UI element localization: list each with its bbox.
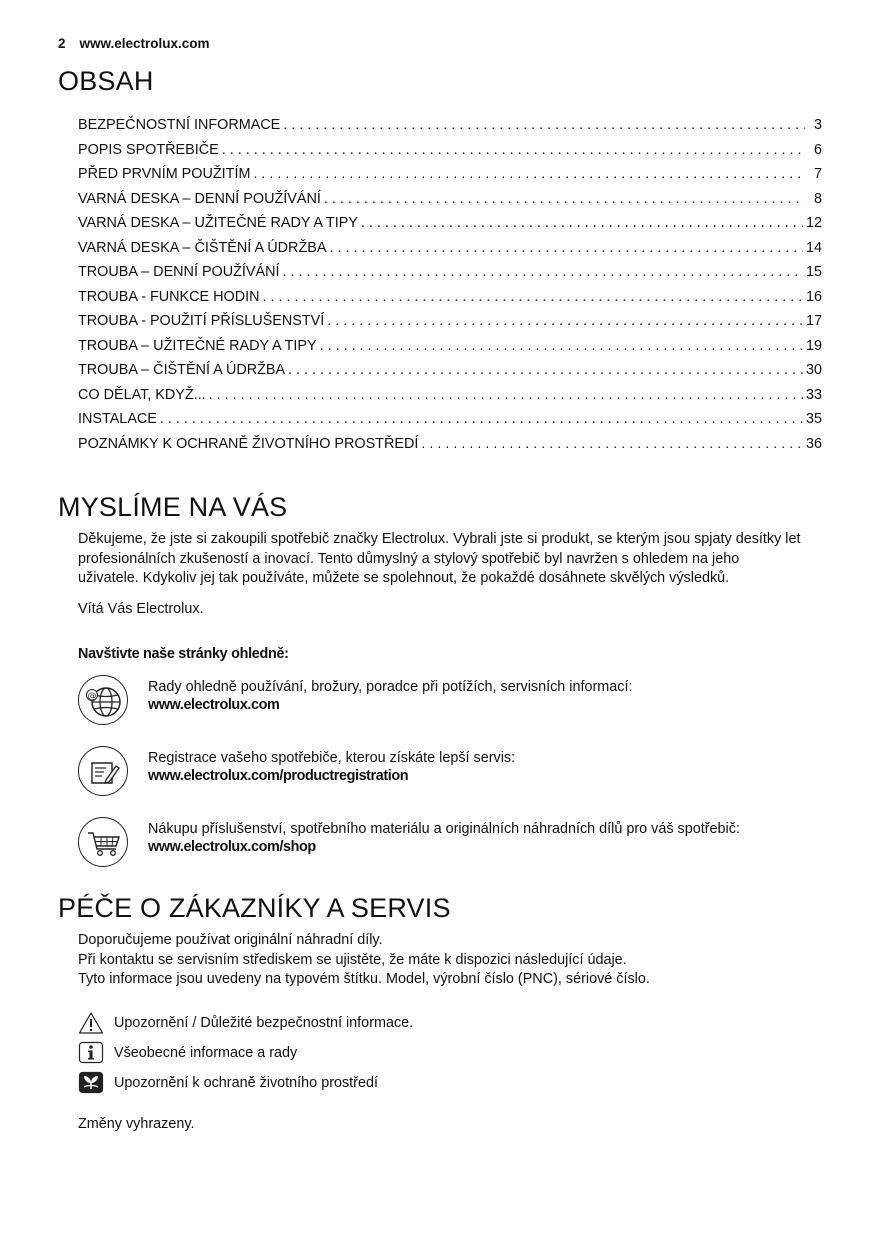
toc-entry[interactable] <box>78 215 822 240</box>
toc-entry-title: BEZPEČNOSTNÍ INFORMACE <box>78 117 281 133</box>
page-number: 2 <box>58 36 66 51</box>
toc-entry[interactable] <box>78 117 822 142</box>
toc-entry[interactable] <box>78 313 822 338</box>
warning-icon <box>78 1011 102 1033</box>
intro-line: uživatele. Kdykoliv jej tak používáte, můžete se spolehnout, že pokaždé dosáhnete skvělých výsledků. <box>78 570 730 586</box>
toc-entry-page: 6 <box>813 141 822 158</box>
page-header <box>58 36 210 51</box>
toc-entry[interactable] <box>78 166 822 191</box>
toc-entry[interactable] <box>78 338 822 363</box>
intro-paragraph <box>78 530 838 589</box>
toc-leader-dots <box>253 166 805 182</box>
toc-leader-dots <box>160 411 803 427</box>
link-block-support <box>78 675 838 731</box>
toc-entry-title: CO DĚLAT, KDYŽ... <box>78 386 206 403</box>
toc-entry-page: 16 <box>805 288 822 305</box>
toc-entry[interactable] <box>78 264 822 289</box>
care-title: PÉČE O ZÁKAZNÍKY A SERVIS <box>58 893 451 923</box>
shopping-cart-icon <box>78 817 128 867</box>
toc-entry[interactable] <box>78 142 822 167</box>
environment-icon <box>78 1071 102 1093</box>
toc-entry-title: VARNÁ DESKA – UŽITEČNÉ RADY A TIPY <box>78 215 358 231</box>
toc-leader-dots <box>327 313 803 329</box>
toc-entry-title: TROUBA – DENNÍ POUŽÍVÁNÍ <box>78 264 280 280</box>
toc-leader-dots <box>361 215 803 231</box>
toc-entry-title: TROUBA – UŽITEČNÉ RADY A TIPY <box>78 337 317 354</box>
registration-link[interactable]: www.electrolux.com/productregistration <box>148 768 409 784</box>
toc-entry[interactable] <box>78 436 822 461</box>
toc-entry-page: 8 <box>813 190 822 207</box>
symbol-row-info <box>78 1041 578 1065</box>
support-link[interactable]: www.electrolux.com <box>148 697 280 713</box>
toc-leader-dots <box>329 240 803 256</box>
care-paragraph <box>78 931 838 990</box>
info-icon <box>78 1041 102 1063</box>
toc-entry-page: 7 <box>813 166 822 182</box>
toc-entry-page: 3 <box>813 117 822 133</box>
toc-entry-title: TROUBA – ČIŠTĚNÍ A ÚDRŽBA <box>78 362 286 378</box>
toc-entry[interactable] <box>78 191 822 216</box>
toc-entry-title: PŘED PRVNÍM POUŽITÍM <box>78 166 251 182</box>
symbol-row-warning <box>78 1011 578 1035</box>
toc-entry[interactable] <box>78 411 822 436</box>
link-block-shop <box>78 817 838 873</box>
symbol-row-environment <box>78 1071 578 1095</box>
toc-entry[interactable] <box>78 387 822 412</box>
globe-icon <box>78 675 128 725</box>
toc-entry-page: 36 <box>805 435 822 452</box>
toc-entry-title: VARNÁ DESKA – ČIŠTĚNÍ A ÚDRŽBA <box>78 239 327 256</box>
toc-entry[interactable] <box>78 240 822 265</box>
toc-leader-dots <box>320 338 803 354</box>
thinking-title: MYSLÍME NA VÁS <box>58 492 288 522</box>
table-of-contents <box>78 117 822 460</box>
shop-link[interactable]: www.electrolux.com/shop <box>148 839 316 855</box>
toc-leader-dots <box>222 142 805 158</box>
toc-leader-dots <box>324 191 805 207</box>
welcome-text: Vítá Vás Electrolux. <box>78 601 204 617</box>
registration-form-icon <box>78 746 128 796</box>
toc-entry-page: 15 <box>805 264 822 280</box>
link-block-registration <box>78 746 838 802</box>
toc-entry-title: POPIS SPOTŘEBIČE <box>78 141 219 158</box>
toc-entry-page: 17 <box>805 313 822 329</box>
toc-leader-dots <box>421 436 803 452</box>
toc-entry-page: 12 <box>805 215 822 231</box>
care-line: Při kontaktu se servisním střediskem se ujistěte, že máte k dispozici následující údaje. <box>78 951 627 968</box>
toc-entry-title: TROUBA - FUNKCE HODIN <box>78 288 260 305</box>
toc-entry-title: POZNÁMKY K OCHRANĚ ŽIVOTNÍHO PROSTŘEDÍ <box>78 435 419 452</box>
toc-entry[interactable] <box>78 362 822 387</box>
toc-entry-page: 14 <box>805 239 822 256</box>
care-line: Tyto informace jsou uvedeny na typovém štítku. Model, výrobní číslo (PNC), sériové číslo. <box>78 971 650 987</box>
toc-entry-page: 19 <box>805 337 822 354</box>
toc-entry-page: 30 <box>805 362 822 378</box>
link-description: Rady ohledně používání, brožury, poradce při potížích, servisních informací: <box>148 679 633 695</box>
footer-note: Změny vyhrazeny. <box>78 1116 195 1132</box>
toc-entry[interactable] <box>78 289 822 314</box>
toc-leader-dots <box>209 387 803 403</box>
link-description: Registrace vašeho spotřebiče, kterou získáte lepší servis: <box>148 750 516 766</box>
toc-entry-title: TROUBA - POUŽITÍ PŘÍSLUŠENSTVÍ <box>78 313 325 329</box>
link-description: Nákupu příslušenství, spotřebního materiálu a originálních náhradních dílů pro váš spotřebič: <box>148 821 740 837</box>
toc-leader-dots <box>288 362 803 378</box>
symbol-label: Všeobecné informace a rady <box>114 1045 298 1061</box>
toc-leader-dots <box>283 117 805 133</box>
toc-leader-dots <box>283 264 803 280</box>
care-line: Doporučujeme používat originální náhradní díly. <box>78 932 383 948</box>
toc-entry-page: 33 <box>805 386 822 403</box>
header-website[interactable]: www.electrolux.com <box>79 36 210 51</box>
toc-entry-title: VARNÁ DESKA – DENNÍ POUŽÍVÁNÍ <box>78 190 321 207</box>
symbol-label: Upozornění k ochraně životního prostředí <box>114 1075 378 1091</box>
visit-heading: Navštivte naše stránky ohledně: <box>78 646 289 662</box>
intro-line: Děkujeme, že jste si zakoupili spotřebič značky Electrolux. Vybrali jste si produkt, se kterým jsou spjaty desítky let <box>78 531 801 547</box>
intro-line: profesionálních zkušeností a inovací. Tento důmyslný a stylový spotřebič byl navržen s ohledem na jeho <box>78 550 740 567</box>
toc-leader-dots <box>263 289 803 305</box>
symbol-label: Upozornění / Důležité bezpečnostní informace. <box>114 1015 414 1031</box>
svg-text:@: @ <box>87 691 97 702</box>
toc-entry-page: 35 <box>805 411 822 427</box>
toc-entry-title: INSTALACE <box>78 411 157 427</box>
toc-title: OBSAH <box>58 66 154 96</box>
